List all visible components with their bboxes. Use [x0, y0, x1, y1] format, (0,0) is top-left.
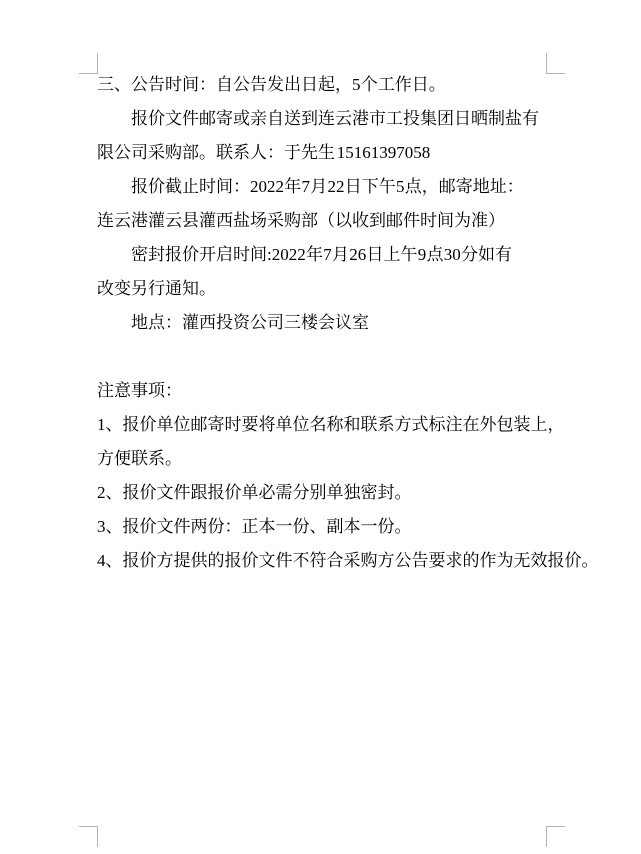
line-blank: [97, 340, 546, 374]
document-body: [97, 68, 599, 578]
note-2: 2、报价文件跟报价单必需分别单独密封。: [97, 483, 412, 502]
line-opening-time-2: 改变另行通知。: [97, 279, 216, 298]
note-3: 3、报价文件两份：正本一份、副本一份。: [97, 517, 412, 536]
note-4: 4、报价方提供的报价文件不符合采购方公告要求的作为无效报价。: [97, 551, 599, 570]
crop-mark-bottom-left: [79, 826, 98, 847]
crop-mark-top-right: [546, 53, 565, 74]
crop-mark-bottom-right: [546, 826, 565, 847]
line-delivery-2-contact: 限公司采购部。联系人：于先生 15161397058: [97, 143, 431, 162]
note-1-line-1: 1、报价单位邮寄时要将单位名称和联系方式标注在外包装上，: [97, 415, 565, 434]
line-delivery-1: 报价文件邮寄或亲自送到连云港市工投集团日晒制盐有: [131, 109, 539, 128]
crop-mark-top-left: [79, 53, 98, 74]
line-announcement-period: 三、公告时间：自公告发出日起，5 个工作日。: [97, 75, 446, 94]
line-deadline-1: 报价截止时间：2022 年 7 月 22 日下午 5 点，邮寄地址：: [131, 177, 524, 196]
notes-heading: 注意事项：: [97, 381, 182, 400]
line-deadline-2-address: 连云港灌云县灌西盐场采购部（以收到邮件时间为准）: [97, 211, 505, 230]
line-location: 地点：灌西投资公司三楼会议室: [131, 313, 369, 332]
line-opening-time-1: 密封报价开启时间:2022 年 7 月 26 日上午 9 点 30 分如有: [131, 245, 512, 264]
note-1-line-2: 方便联系。: [97, 449, 182, 468]
